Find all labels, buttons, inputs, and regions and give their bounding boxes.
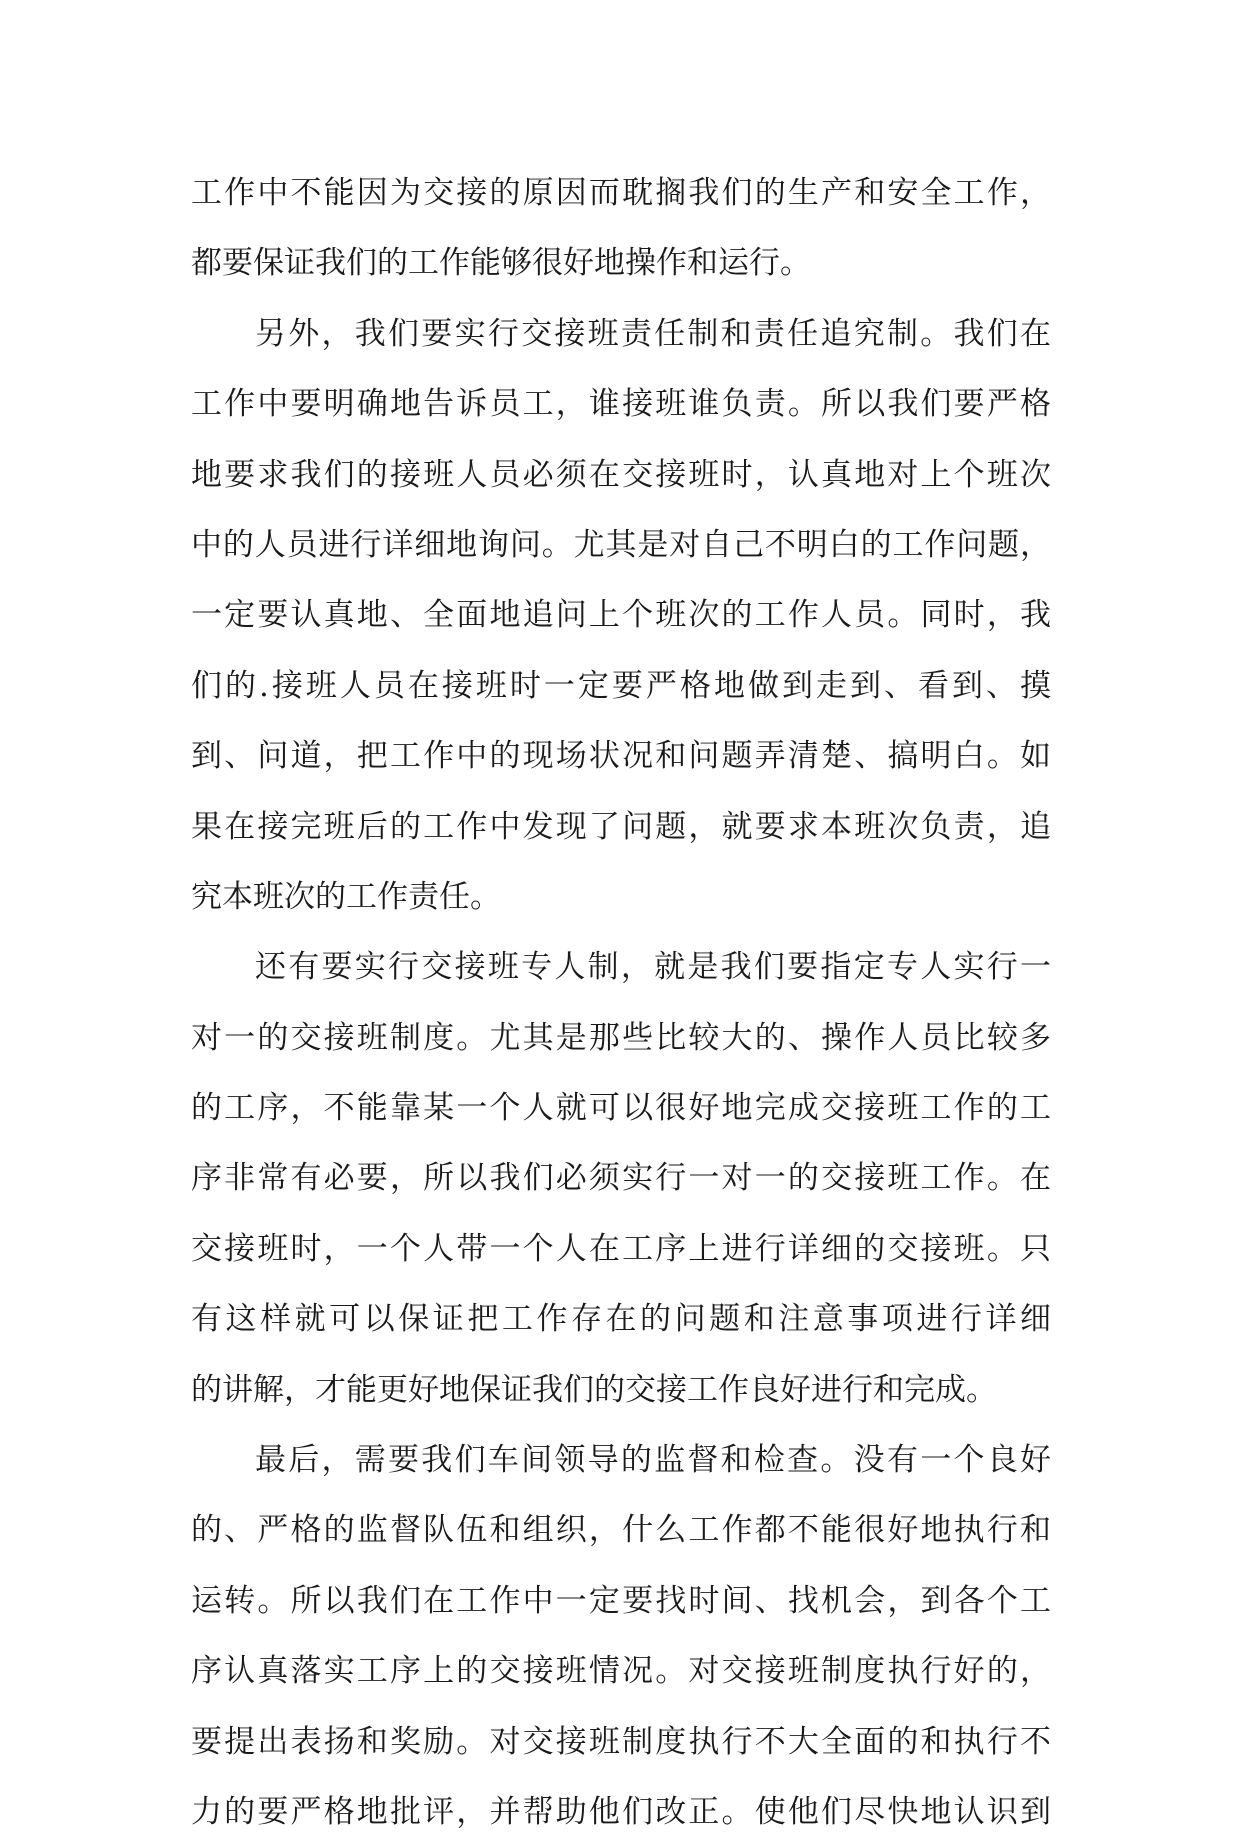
paragraph <box>191 1425 1051 1847</box>
text-line: 中的人员进行详细地询问。尤其是对自己不明白的工作问题， <box>191 526 1051 563</box>
text-line: 最后，需要我们车间领导的监督和检查。没有一个良好 <box>255 1442 1051 1479</box>
text-line: 们的.接班人员在接班时一定要严格地做到走到、看到、摸 <box>191 667 1051 704</box>
text-line: 到、问道，把工作中的现场状况和问题弄清楚、搞明白。如 <box>191 738 1051 775</box>
text-line: 地要求我们的接班人员必须在交接班时，认真地对上个班次 <box>191 456 1051 493</box>
text-line: 工作中不能因为交接的原因而耽搁我们的生产和安全工作， <box>191 175 1051 211</box>
text-line: 的工序，不能靠某一个人就可以很好地完成交接班工作的工 <box>191 1090 1051 1127</box>
text-line: 要提出表扬和奖励。对交接班制度执行不大全面的和执行不 <box>191 1723 1051 1760</box>
text-line: 序认真落实工序上的交接班情况。对交接班制度执行好的， <box>191 1653 1051 1690</box>
text-line: 对一的交接班制度。尤其是那些比较大的、操作人员比较多 <box>191 1019 1051 1056</box>
paragraph <box>191 299 1051 933</box>
text-line: 一定要认真地、全面地追问上个班次的工作人员。同时，我 <box>191 597 1051 634</box>
text-line: 有这样就可以保证把工作存在的问题和注意事项进行详细 <box>191 1301 1051 1338</box>
text-line: 的讲解，才能更好地保证我们的交接工作良好进行和完成。 <box>191 1371 997 1408</box>
text-line: 交接班时，一个人带一个人在工序上进行详细的交接班。只 <box>191 1230 1051 1267</box>
text-line: 序非常有必要，所以我们必须实行一对一的交接班工作。在 <box>191 1160 1051 1197</box>
text-line: 都要保证我们的工作能够很好地操作和运行。 <box>191 245 811 282</box>
paragraph <box>191 158 1051 299</box>
text-line: 果在接完班后的工作中发现了问题，就要求本班次负责，追 <box>191 808 1051 845</box>
text-line: 还有要实行交接班专人制，就是我们要指定专人实行一 <box>255 949 1051 986</box>
text-line: 另外，我们要实行交接班责任制和责任追究制。我们在 <box>255 315 1051 352</box>
text-line: 力的要严格地批评，并帮助他们改正。使他们尽快地认识到 <box>191 1793 1051 1830</box>
paragraph <box>191 932 1051 1425</box>
text-line: 究本班次的工作责任。 <box>191 878 501 915</box>
text-line: 运转。所以我们在工作中一定要找时间、找机会，到各个工 <box>191 1582 1051 1619</box>
text-line: 的、严格的监督队伍和组织，什么工作都不能很好地执行和 <box>191 1512 1051 1549</box>
document-body <box>191 158 1051 1847</box>
text-line: 工作中要明确地告诉员工，谁接班谁负责。所以我们要严格 <box>191 386 1051 423</box>
